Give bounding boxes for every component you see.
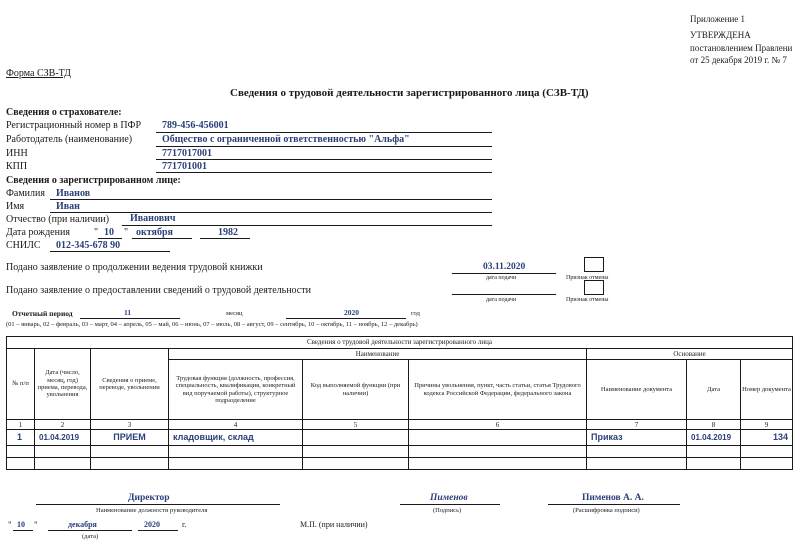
sign-date-year-line: [138, 530, 178, 531]
col-code-header: Код выполняемой функции (при наличии): [303, 360, 409, 420]
patronymic-value: Иванович: [130, 213, 176, 224]
birth-month: октября: [136, 227, 173, 238]
table-top-header: Сведения о трудовой деятельности зарегистрированного лица: [7, 337, 793, 349]
provide-info-date-line: [452, 294, 556, 295]
continue-book-date-line: [452, 273, 556, 274]
inn-value: 7717017001: [162, 148, 212, 159]
row-reasons: [409, 430, 587, 446]
column-number: 5: [303, 420, 409, 430]
sign-date-day-line: [13, 530, 33, 531]
sign-date-quote-close: ": [34, 520, 38, 530]
birth-quote-close: ": [124, 227, 129, 238]
column-number: 7: [587, 420, 687, 430]
employer-line: [156, 146, 492, 147]
insurer-heading: Сведения о страхователе:: [6, 107, 122, 118]
row-doc-date: 01.04.2019: [687, 430, 741, 446]
column-number: 4: [169, 420, 303, 430]
birth-day: 10: [104, 227, 114, 238]
column-numbers-row: [7, 420, 793, 430]
row-date: 01.04.2019: [35, 430, 91, 446]
inn-line: [156, 159, 492, 160]
period-month-value: 11: [124, 308, 132, 317]
name-label: Имя: [6, 201, 25, 212]
col-date-header: Дата (число, месяц, год) приема, перевода, увольнения: [35, 349, 91, 420]
sign-date-year: 2020: [144, 520, 160, 529]
name-value: Иван: [56, 201, 80, 212]
continue-book-date: 03.11.2020: [483, 262, 526, 272]
reg-number-value: 789-456-456001: [162, 120, 229, 131]
snils-line: [50, 251, 170, 252]
decree-line-1: постановлением Правлени: [690, 43, 793, 53]
employment-table: [6, 336, 793, 470]
sign-date-year-suffix: г.: [182, 520, 187, 529]
signature-decode-value: Пименов А. А.: [582, 493, 644, 503]
col-doc-date-header: Дата: [687, 360, 741, 420]
period-legend: (01 – январь, 02 – февраль, 03 – март, 04 – апрель, 05 – май, 06 – июнь, 07 – июль, 08 – август, 09 – сентябрь, 10 – октябрь, 11 – ноябрь, 12 – декабрь): [6, 321, 418, 328]
sign-date-quote-open: ": [8, 520, 12, 530]
table-top-header-row: [7, 337, 793, 349]
period-month-line: [80, 318, 180, 319]
row-function: кладовщик, склад: [169, 430, 303, 446]
table-row-empty: [7, 446, 793, 458]
continue-book-cancel-box[interactable]: [584, 257, 604, 272]
person-heading: Сведения о зарегистрированном лице:: [6, 175, 181, 186]
row-doc-name: Приказ: [587, 430, 687, 446]
column-number: 8: [687, 420, 741, 430]
group-name-header: Наименование: [169, 349, 587, 360]
signature-caption: (Подпись): [433, 507, 462, 514]
signer-position-caption: Наименование должности руководителя: [96, 507, 208, 514]
row-no: 1: [7, 430, 35, 446]
snils-value: 012-345-678 90: [56, 240, 121, 251]
table-group-header-row: [7, 349, 793, 360]
provide-info-date-caption: дата подачи: [486, 297, 517, 303]
column-number: 6: [409, 420, 587, 430]
birth-label: Дата рождения: [6, 227, 70, 238]
birth-month-line: [132, 238, 192, 239]
sign-date-month-line: [48, 530, 132, 531]
name-line: [50, 212, 492, 213]
sign-date-caption: (дата): [82, 533, 99, 540]
table-row: [7, 430, 793, 446]
birth-year-line: [200, 238, 250, 239]
reg-number-label: Регистрационный номер в ПФР: [6, 120, 141, 131]
sign-date-month: декабря: [68, 520, 97, 529]
provide-info-label: Подано заявление о предоставлении сведений о трудовой деятельности: [6, 285, 311, 296]
stamp-label: М.П. (при наличии): [300, 520, 368, 529]
birth-day-line: [98, 238, 122, 239]
birth-quote-open: ": [94, 227, 99, 238]
period-year-line: [286, 318, 406, 319]
signature-line: [400, 504, 500, 505]
provide-info-cancel-caption: Признак отмены: [566, 297, 609, 303]
surname-line: [50, 199, 492, 200]
row-code: [303, 430, 409, 446]
group-basis-header: Основание: [587, 349, 793, 360]
signature-decode-line: [548, 504, 680, 505]
row-event: ПРИЕМ: [91, 430, 169, 446]
kpp-line: [156, 172, 492, 173]
continue-book-cancel-caption: Признак отмены: [566, 275, 609, 281]
birth-year: 1982: [218, 227, 238, 238]
surname-label: Фамилия: [6, 188, 45, 199]
col-no-header: № п/п: [7, 349, 35, 420]
appendix-label: Приложение 1: [690, 14, 746, 24]
period-year-value: 2020: [344, 308, 359, 317]
surname-value: Иванов: [56, 188, 91, 199]
signer-position-value: Директор: [128, 493, 170, 503]
decree-line-2: от 25 декабря 2019 г. № 7: [690, 55, 787, 65]
page-title: Сведения о трудовой деятельности зарегистрированного лица (СЗВ-ТД): [230, 87, 589, 99]
column-number: 9: [741, 420, 793, 430]
signature-value: Пименов: [430, 493, 468, 503]
form-label: Форма СЗВ-ТД: [6, 68, 71, 79]
kpp-value: 771701001: [162, 161, 207, 172]
signer-position-line: [36, 504, 280, 505]
table-row-empty: [7, 458, 793, 470]
column-number: 2: [35, 420, 91, 430]
continue-book-date-caption: дата подачи: [486, 275, 517, 281]
column-number: 1: [7, 420, 35, 430]
inn-label: ИНН: [6, 148, 28, 159]
col-reasons-header: Причины увольнения, пункт, часть статьи, статья Трудового кодекса Российской Федерации, федерального закона: [409, 360, 587, 420]
continue-book-label: Подано заявление о продолжении ведения трудовой книжки: [6, 262, 263, 273]
col-event-header: Сведения о приеме, переводе, увольнении: [91, 349, 169, 420]
row-doc-no: 134: [741, 430, 793, 446]
employer-value: Общество с ограниченной ответственностью "Альфа": [162, 134, 410, 145]
kpp-label: КПП: [6, 161, 28, 172]
col-doc-no-header: Номер документа: [741, 360, 793, 420]
period-month-caption: месяц: [226, 310, 243, 317]
signature-decode-caption: (Расшифровка подписи): [573, 507, 640, 514]
col-doc-name-header: Наименование документа: [587, 360, 687, 420]
period-label: Отчетный период: [12, 309, 73, 318]
approved-label: УТВЕРЖДЕНА: [690, 30, 751, 40]
reg-number-line: [156, 132, 492, 133]
snils-label: СНИЛС: [6, 240, 41, 251]
employer-label: Работодатель (наименование): [6, 134, 133, 145]
period-year-caption: год: [411, 310, 420, 317]
provide-info-cancel-box[interactable]: [584, 280, 604, 295]
patronymic-line: [122, 225, 492, 226]
column-number: 3: [91, 420, 169, 430]
sign-date-day: 10: [17, 520, 25, 529]
col-function-header: Трудовая функция (должность, профессия, специальность, квалификация, конкретный вид поручаемой работы), структурное подразделение: [169, 360, 303, 420]
patronymic-label: Отчество (при наличии): [6, 214, 110, 225]
